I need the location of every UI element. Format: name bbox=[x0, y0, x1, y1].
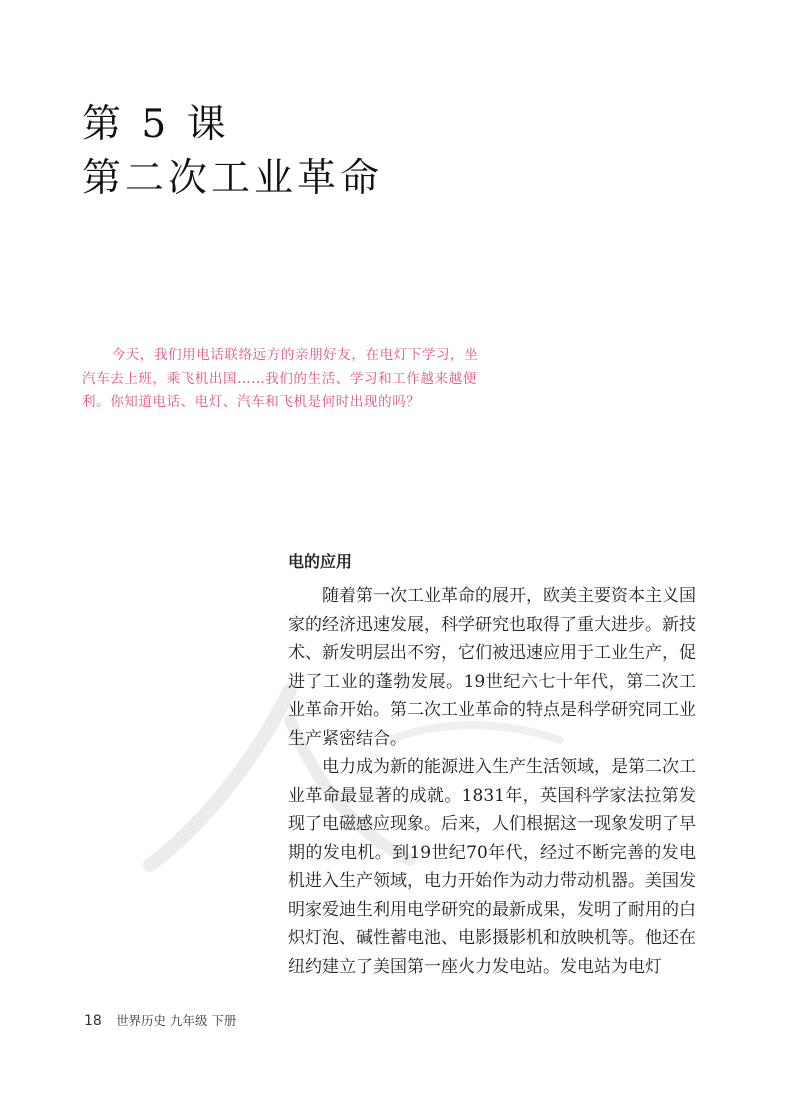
section-heading: 电的应用 bbox=[288, 552, 353, 571]
page-number: 18 bbox=[84, 1013, 102, 1029]
body-paragraph: 随着第一次工业革命的展开，欧美主要资本主义国家的经济迅速发展，科学研究也取得了重大进步。新技术、新发明层出不穷，它们被迅速应用于工业生产，促进了工业的蓬勃发展。19世纪六七十年代，第二次工业革命开始。第二次工业革命的特点是科学研究同工业生产紧密结合。 bbox=[288, 586, 696, 749]
lesson-title bbox=[82, 98, 383, 206]
section-electricity bbox=[288, 550, 696, 981]
lesson-name: 第二次工业革命 bbox=[82, 156, 384, 201]
page-footer bbox=[84, 1012, 236, 1031]
intro-text: 今天，我们用电话联络远方的亲朋好友，在电灯下学习，坐汽车去上班，乘飞机出国……我们的生活、学习和工作越来越便利。你知道电话、电灯、汽车和飞机是何时出现的吗？ bbox=[82, 347, 479, 410]
book-title: 世界历史 九年级 下册 bbox=[115, 1013, 237, 1028]
lesson-number: 第 5 课 bbox=[82, 102, 230, 147]
body-paragraph: 电力成为新的能源进入生产生活领域，是第二次工业革命最显著的成就。1831年，英国科学家法拉第发现了电磁感应现象。后来，人们根据这一现象发明了早期的发电机。到19世纪70年代，经过不断完善的发电机进入生产领域，电力开始作为动力带动机器。美国发明家爱迪生利用电学研究的最新成果，发明了耐用的白炽灯泡、碱性蓄电池、电影摄影机和放映机等。他还在纽约建立了美国第一座火力发电站。发电站为电灯 bbox=[288, 757, 696, 977]
